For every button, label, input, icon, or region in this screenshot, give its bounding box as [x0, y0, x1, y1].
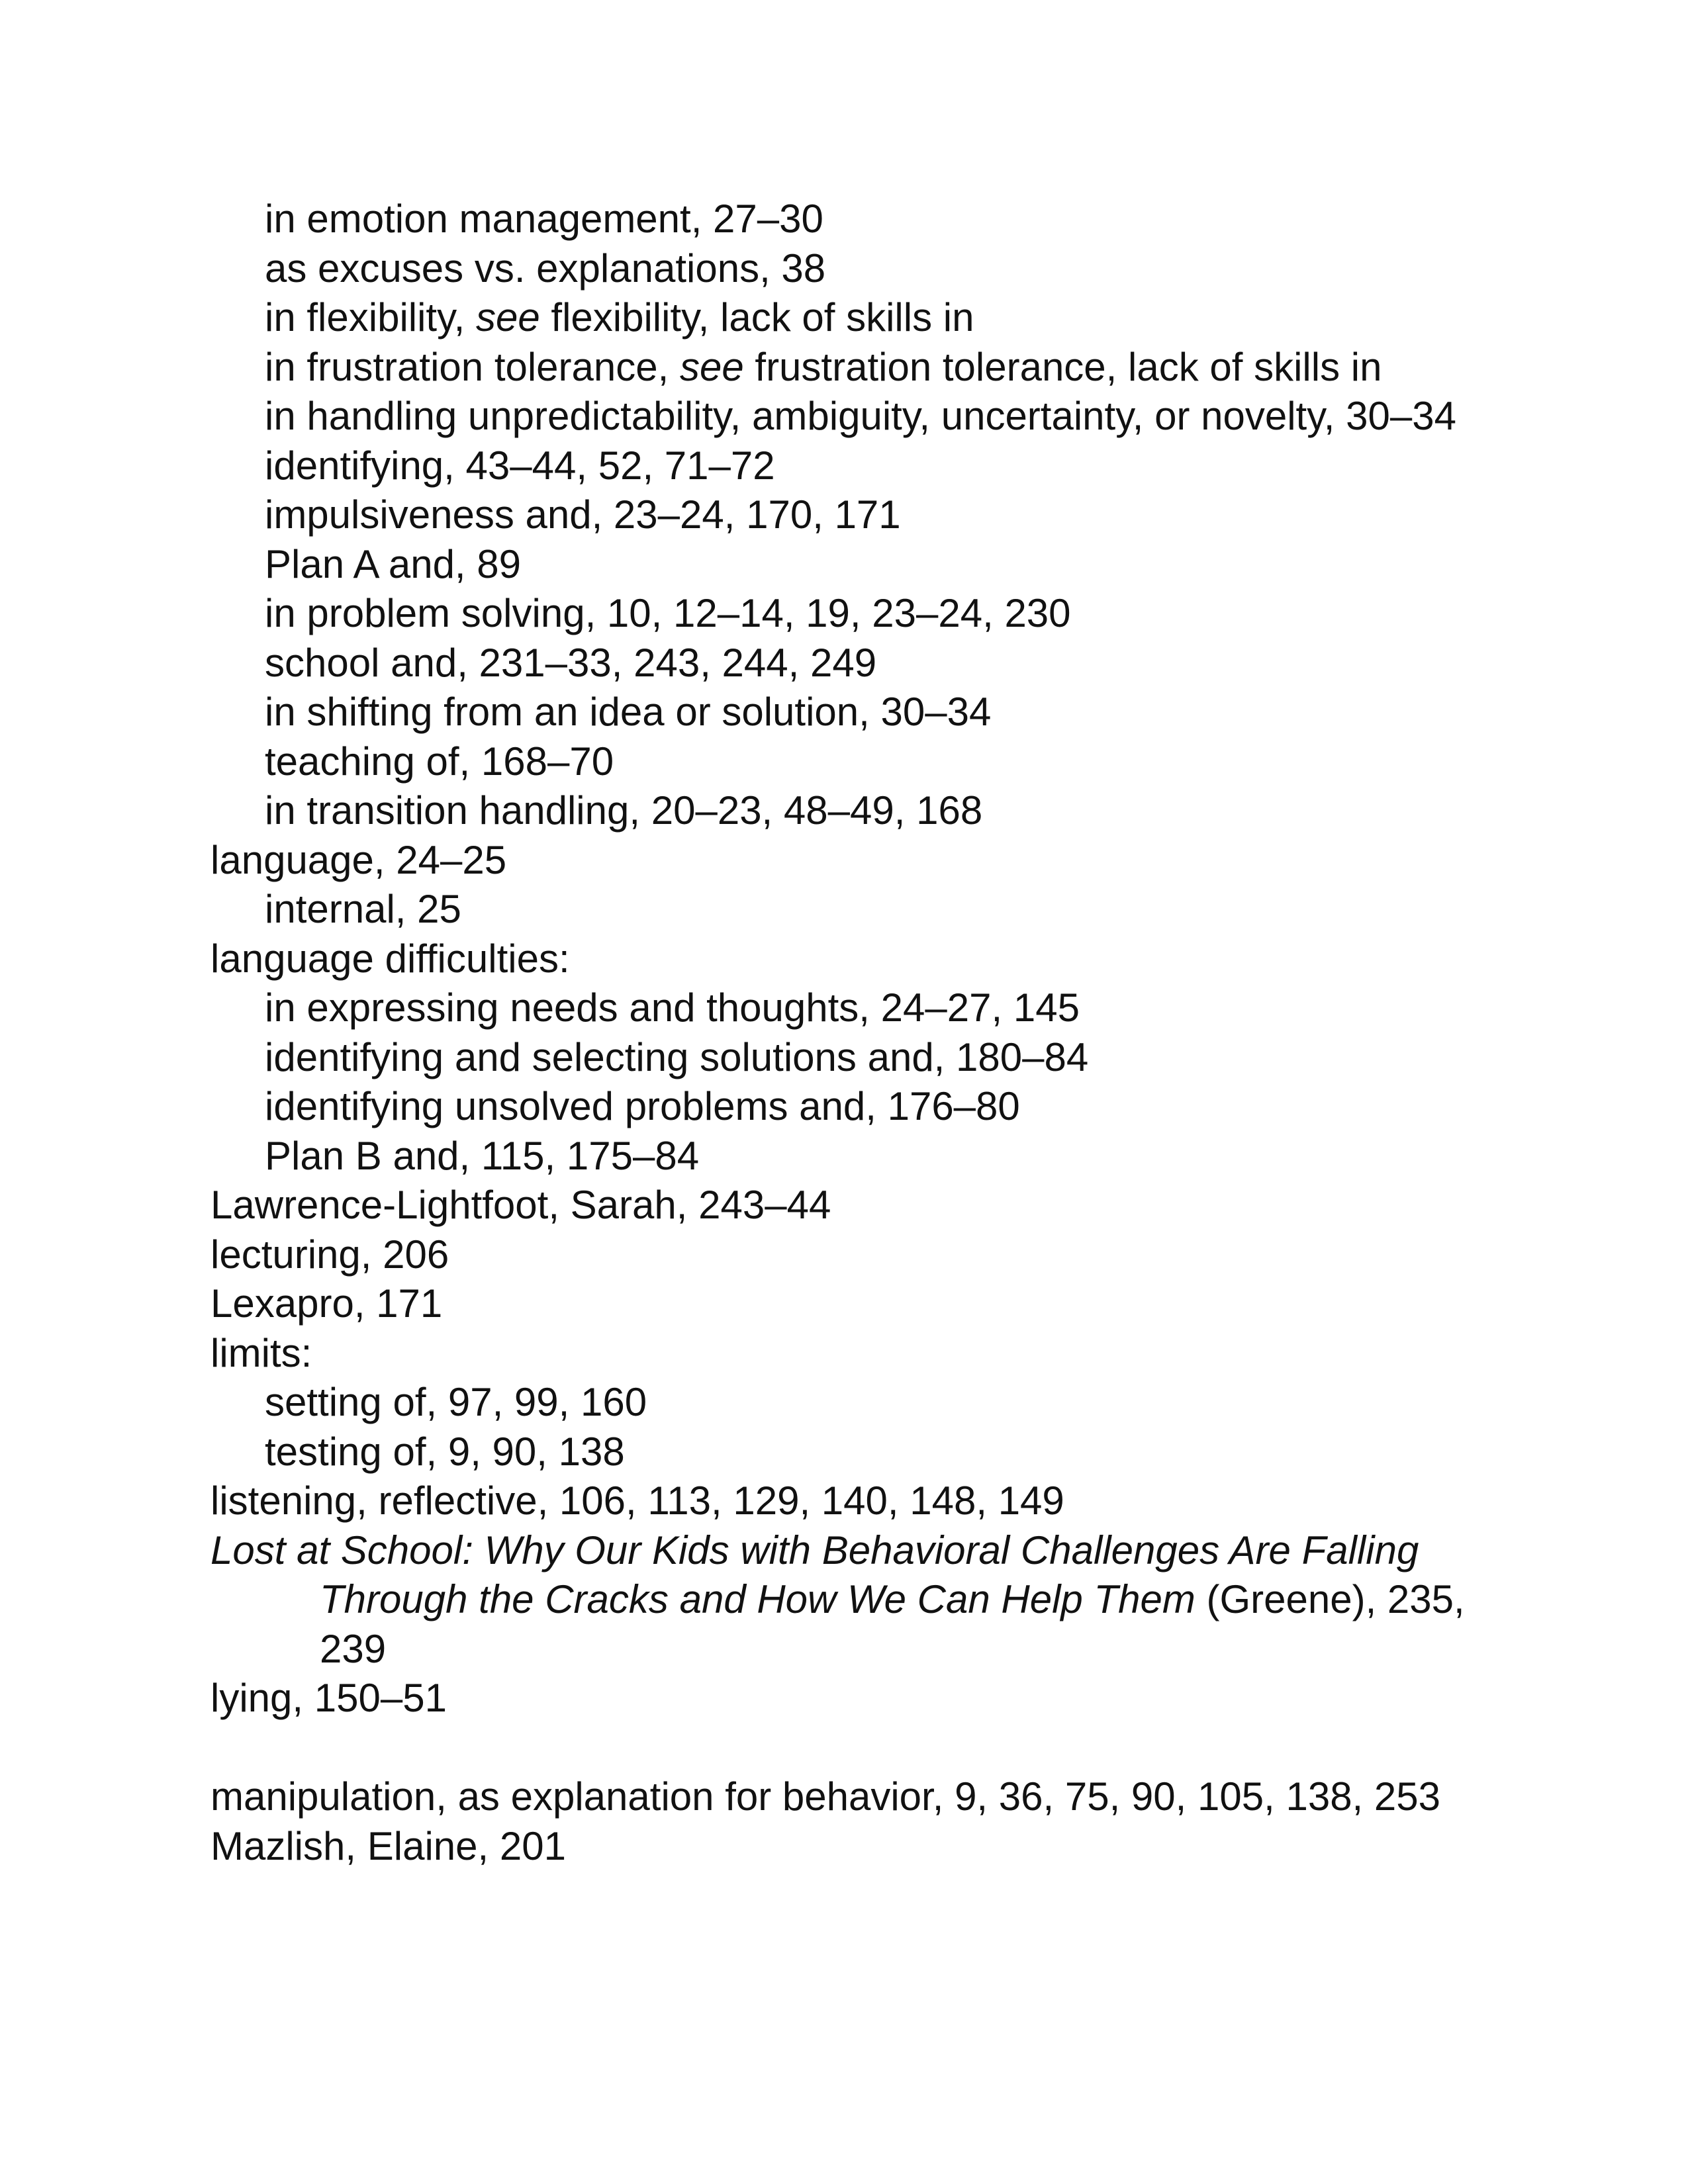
index-sub-entry — [211, 1378, 1501, 1428]
index-entry-text: as excuses vs. explanations, 38 — [265, 246, 826, 291]
index-sub-entry — [211, 195, 1501, 244]
index-main-entry — [211, 836, 1501, 886]
index-sub-entry — [211, 1082, 1501, 1132]
index-entry-text: manipulation, as explanation for behavior, 9, 36, 75, 90, 105, 138, 253 — [211, 1774, 1441, 1819]
index-main-entry — [211, 1329, 1501, 1379]
index-main-entry — [211, 1477, 1501, 1526]
index-entry-text: flexibility, lack of skills in — [539, 295, 974, 340]
index-sub-entry — [211, 885, 1501, 934]
index-sub-entry — [211, 688, 1501, 737]
index-main-entry — [211, 1181, 1501, 1230]
index-entry-italic-text: Lost at School: Why Our Kids with Behavioral Challenges Are Falling Through the Cracks and How We Can Help Them — [211, 1527, 1419, 1621]
index-sub-entry — [211, 244, 1501, 294]
index-entry-text: teaching of, 168–70 — [265, 739, 614, 784]
index-sub-entry — [211, 786, 1501, 836]
index-entry-text: language difficulties: — [211, 936, 570, 981]
index-entry-text: (Greene), 235, 239 — [320, 1577, 1465, 1671]
index-sub-entry — [211, 737, 1501, 787]
index-sub-entry — [211, 1132, 1501, 1181]
index-entry-text: limits: — [211, 1330, 312, 1375]
index-entry-text: in emotion management, 27–30 — [265, 197, 823, 241]
index-entry-text: Lexapro, 171 — [211, 1281, 443, 1326]
index-sub-entry — [211, 1428, 1501, 1477]
index-sub-entry — [211, 540, 1501, 590]
index-main-entry — [211, 1822, 1501, 1872]
index-sub-entry — [211, 343, 1501, 392]
index-main-entry — [211, 1279, 1501, 1329]
index-entry-text: school and, 231–33, 243, 244, 249 — [265, 640, 877, 685]
index-main-entry — [211, 1772, 1501, 1822]
index-sub-entry — [211, 392, 1501, 441]
index-entry-text: in handling unpredictability, ambiguity, uncertainty, or novelty, 30–34 — [265, 394, 1456, 438]
index-sub-entry — [211, 293, 1501, 343]
index-entry-text: lying, 150–51 — [211, 1676, 447, 1720]
index-main-entry — [211, 1230, 1501, 1280]
index-main-entry — [211, 1526, 1501, 1674]
index-entry-text: in frustration tolerance, — [265, 344, 680, 389]
index-entry-text: setting of, 97, 99, 160 — [265, 1380, 647, 1424]
index-entry-text: impulsiveness and, 23–24, 170, 171 — [265, 492, 901, 537]
index-section-gap — [211, 1723, 1501, 1773]
index-entry-text: Lawrence-Lightfoot, Sarah, 243–44 — [211, 1183, 831, 1227]
index-entry-text: identifying, 43–44, 52, 71–72 — [265, 443, 775, 488]
index-entry-text: language, 24–25 — [211, 837, 507, 882]
index-sub-entry — [211, 441, 1501, 491]
index-main-entry — [211, 934, 1501, 984]
index-list — [211, 195, 1501, 1871]
index-entry-text: in problem solving, 10, 12–14, 19, 23–24, 230 — [265, 591, 1071, 635]
index-entry-text: identifying and selecting solutions and, 180–84 — [265, 1034, 1089, 1079]
index-entry-text: lecturing, 206 — [211, 1232, 449, 1277]
index-sub-entry — [211, 983, 1501, 1033]
index-entry-text: identifying unsolved problems and, 176–80 — [265, 1084, 1020, 1128]
index-sub-entry — [211, 639, 1501, 688]
index-entry-text: in flexibility, — [265, 295, 476, 340]
index-sub-entry — [211, 589, 1501, 639]
index-entry-italic-text: see — [679, 344, 744, 389]
index-entry-text: in shifting from an idea or solution, 30–34 — [265, 690, 992, 734]
index-main-entry — [211, 1674, 1501, 1723]
index-sub-entry — [211, 490, 1501, 540]
index-entry-text: Plan B and, 115, 175–84 — [265, 1133, 700, 1178]
index-entry-text: internal, 25 — [265, 887, 461, 931]
index-entry-text: frustration tolerance, lack of skills in — [743, 344, 1382, 389]
index-entry-text: testing of, 9, 90, 138 — [265, 1429, 625, 1474]
index-entry-text: Mazlish, Elaine, 201 — [211, 1823, 566, 1868]
index-entry-text: in expressing needs and thoughts, 24–27, 145 — [265, 985, 1080, 1030]
index-entry-text: Plan A and, 89 — [265, 541, 522, 586]
index-entry-text: listening, reflective, 106, 113, 129, 140, 148, 149 — [211, 1479, 1064, 1523]
index-entry-text: in transition handling, 20–23, 48–49, 168 — [265, 788, 983, 833]
index-sub-entry — [211, 1033, 1501, 1083]
index-entry-italic-text: see — [475, 295, 540, 340]
